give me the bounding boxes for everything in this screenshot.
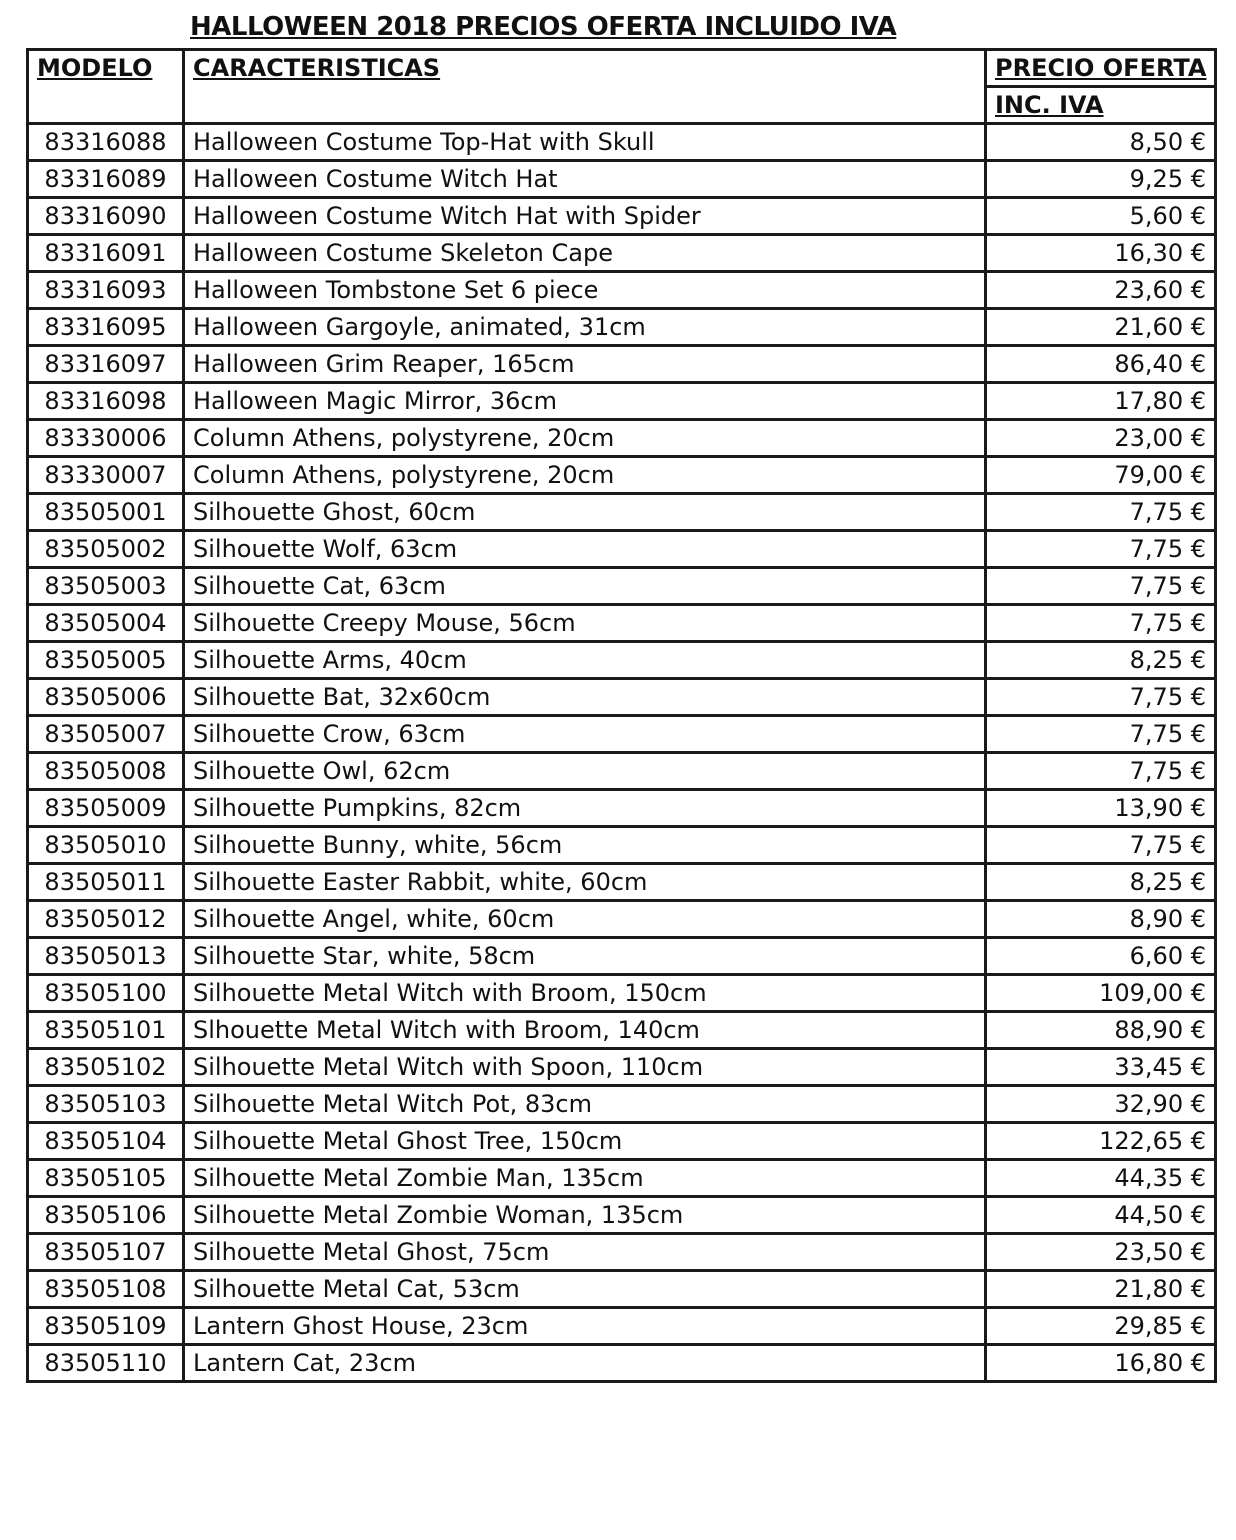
price-cell: 6,60 € bbox=[986, 938, 1216, 975]
table-row bbox=[28, 1308, 1216, 1345]
model-cell: 83316093 bbox=[28, 272, 184, 309]
price-cell: 9,25 € bbox=[986, 161, 1216, 198]
model-cell: 83505004 bbox=[28, 605, 184, 642]
model-cell: 83505107 bbox=[28, 1234, 184, 1271]
price-cell: 29,85 € bbox=[986, 1308, 1216, 1345]
model-cell: 83505012 bbox=[28, 901, 184, 938]
description-cell: Silhouette Easter Rabbit, white, 60cm bbox=[184, 864, 986, 901]
description-cell: Silhouette Wolf, 63cm bbox=[184, 531, 986, 568]
description-cell: Silhouette Metal Witch with Broom, 150cm bbox=[184, 975, 986, 1012]
price-cell: 8,50 € bbox=[986, 124, 1216, 161]
description-cell: Silhouette Crow, 63cm bbox=[184, 716, 986, 753]
price-cell: 8,25 € bbox=[986, 642, 1216, 679]
model-cell: 83505100 bbox=[28, 975, 184, 1012]
price-cell: 88,90 € bbox=[986, 1012, 1216, 1049]
model-cell: 83330006 bbox=[28, 420, 184, 457]
price-cell: 44,50 € bbox=[986, 1197, 1216, 1234]
price-cell: 122,65 € bbox=[986, 1123, 1216, 1160]
description-cell: Silhouette Metal Ghost Tree, 150cm bbox=[184, 1123, 986, 1160]
table-row bbox=[28, 1123, 1216, 1160]
price-cell: 7,75 € bbox=[986, 605, 1216, 642]
description-cell: Silhouette Metal Zombie Man, 135cm bbox=[184, 1160, 986, 1197]
table-row bbox=[28, 790, 1216, 827]
description-cell: Silhouette Bunny, white, 56cm bbox=[184, 827, 986, 864]
table-row bbox=[28, 161, 1216, 198]
table-row bbox=[28, 1271, 1216, 1308]
price-cell: 7,75 € bbox=[986, 827, 1216, 864]
description-cell: Column Athens, polystyrene, 20cm bbox=[184, 420, 986, 457]
description-cell: Silhouette Bat, 32x60cm bbox=[184, 679, 986, 716]
price-cell: 7,75 € bbox=[986, 494, 1216, 531]
price-cell: 8,90 € bbox=[986, 901, 1216, 938]
price-cell: 44,35 € bbox=[986, 1160, 1216, 1197]
header-characteristics: CARACTERISTICAS bbox=[184, 50, 986, 124]
table-row bbox=[28, 531, 1216, 568]
price-cell: 17,80 € bbox=[986, 383, 1216, 420]
price-cell: 33,45 € bbox=[986, 1049, 1216, 1086]
description-cell: Silhouette Ghost, 60cm bbox=[184, 494, 986, 531]
model-cell: 83316090 bbox=[28, 198, 184, 235]
model-cell: 83505002 bbox=[28, 531, 184, 568]
table-row bbox=[28, 1345, 1216, 1382]
price-cell: 79,00 € bbox=[986, 457, 1216, 494]
table-row bbox=[28, 346, 1216, 383]
table-row bbox=[28, 975, 1216, 1012]
price-cell: 7,75 € bbox=[986, 716, 1216, 753]
description-cell: Lantern Cat, 23cm bbox=[184, 1345, 986, 1382]
description-cell: Halloween Gargoyle, animated, 31cm bbox=[184, 309, 986, 346]
price-cell: 23,00 € bbox=[986, 420, 1216, 457]
price-cell: 86,40 € bbox=[986, 346, 1216, 383]
price-cell: 7,75 € bbox=[986, 531, 1216, 568]
model-cell: 83505108 bbox=[28, 1271, 184, 1308]
model-cell: 83505005 bbox=[28, 642, 184, 679]
description-cell: Silhouette Metal Witch with Spoon, 110cm bbox=[184, 1049, 986, 1086]
model-cell: 83505009 bbox=[28, 790, 184, 827]
table-row bbox=[28, 383, 1216, 420]
description-cell: Halloween Costume Skeleton Cape bbox=[184, 235, 986, 272]
price-cell: 21,80 € bbox=[986, 1271, 1216, 1308]
model-cell: 83316089 bbox=[28, 161, 184, 198]
model-cell: 83505103 bbox=[28, 1086, 184, 1123]
description-cell: Silhouette Owl, 62cm bbox=[184, 753, 986, 790]
description-cell: Silhouette Arms, 40cm bbox=[184, 642, 986, 679]
table-row bbox=[28, 457, 1216, 494]
price-cell: 16,80 € bbox=[986, 1345, 1216, 1382]
description-cell: Silhouette Star, white, 58cm bbox=[184, 938, 986, 975]
table-row bbox=[28, 938, 1216, 975]
model-cell: 83505001 bbox=[28, 494, 184, 531]
model-cell: 83505006 bbox=[28, 679, 184, 716]
table-row bbox=[28, 235, 1216, 272]
description-cell: Halloween Grim Reaper, 165cm bbox=[184, 346, 986, 383]
table-row bbox=[28, 642, 1216, 679]
table-body bbox=[28, 124, 1216, 1382]
table-row bbox=[28, 1234, 1216, 1271]
price-cell: 8,25 € bbox=[986, 864, 1216, 901]
header-model: MODELO bbox=[28, 50, 184, 124]
description-cell: Halloween Costume Witch Hat bbox=[184, 161, 986, 198]
document-title: HALLOWEEN 2018 PRECIOS OFERTA INCLUIDO IVA bbox=[190, 12, 897, 42]
table-row bbox=[28, 901, 1216, 938]
price-cell: 21,60 € bbox=[986, 309, 1216, 346]
model-cell: 83505109 bbox=[28, 1308, 184, 1345]
description-cell: Halloween Tombstone Set 6 piece bbox=[184, 272, 986, 309]
description-cell: Halloween Costume Top-Hat with Skull bbox=[184, 124, 986, 161]
header-price-line1: PRECIO OFERTA bbox=[986, 50, 1216, 87]
model-cell: 83505104 bbox=[28, 1123, 184, 1160]
table-row bbox=[28, 753, 1216, 790]
price-cell: 7,75 € bbox=[986, 679, 1216, 716]
description-cell: Silhouette Metal Witch Pot, 83cm bbox=[184, 1086, 986, 1123]
description-cell: Column Athens, polystyrene, 20cm bbox=[184, 457, 986, 494]
table-row bbox=[28, 124, 1216, 161]
table-row bbox=[28, 605, 1216, 642]
model-cell: 83505008 bbox=[28, 753, 184, 790]
table-row bbox=[28, 420, 1216, 457]
model-cell: 83505101 bbox=[28, 1012, 184, 1049]
description-cell: Halloween Costume Witch Hat with Spider bbox=[184, 198, 986, 235]
model-cell: 83505007 bbox=[28, 716, 184, 753]
header-price-line2: INC. IVA bbox=[986, 87, 1216, 124]
model-cell: 83316091 bbox=[28, 235, 184, 272]
description-cell: Silhouette Metal Ghost, 75cm bbox=[184, 1234, 986, 1271]
price-cell: 23,50 € bbox=[986, 1234, 1216, 1271]
price-cell: 7,75 € bbox=[986, 753, 1216, 790]
model-cell: 83505010 bbox=[28, 827, 184, 864]
description-cell: Silhouette Creepy Mouse, 56cm bbox=[184, 605, 986, 642]
model-cell: 83316095 bbox=[28, 309, 184, 346]
price-cell: 109,00 € bbox=[986, 975, 1216, 1012]
model-cell: 83505106 bbox=[28, 1197, 184, 1234]
description-cell: Silhouette Metal Cat, 53cm bbox=[184, 1271, 986, 1308]
table-row bbox=[28, 309, 1216, 346]
table-row bbox=[28, 1012, 1216, 1049]
model-cell: 83316088 bbox=[28, 124, 184, 161]
table-row bbox=[28, 679, 1216, 716]
table-row bbox=[28, 494, 1216, 531]
description-cell: Silhouette Angel, white, 60cm bbox=[184, 901, 986, 938]
table-row bbox=[28, 827, 1216, 864]
price-cell: 7,75 € bbox=[986, 568, 1216, 605]
price-cell: 32,90 € bbox=[986, 1086, 1216, 1123]
price-cell: 23,60 € bbox=[986, 272, 1216, 309]
table-row bbox=[28, 568, 1216, 605]
model-cell: 83316098 bbox=[28, 383, 184, 420]
description-cell: Halloween Magic Mirror, 36cm bbox=[184, 383, 986, 420]
description-cell: Lantern Ghost House, 23cm bbox=[184, 1308, 986, 1345]
price-cell: 13,90 € bbox=[986, 790, 1216, 827]
table-row bbox=[28, 272, 1216, 309]
table-row bbox=[28, 1049, 1216, 1086]
table-row bbox=[28, 198, 1216, 235]
price-table bbox=[26, 48, 1217, 1383]
price-cell: 5,60 € bbox=[986, 198, 1216, 235]
price-cell: 16,30 € bbox=[986, 235, 1216, 272]
model-cell: 83505003 bbox=[28, 568, 184, 605]
description-cell: Silhouette Cat, 63cm bbox=[184, 568, 986, 605]
table-row bbox=[28, 1197, 1216, 1234]
table-row bbox=[28, 1160, 1216, 1197]
model-cell: 83505102 bbox=[28, 1049, 184, 1086]
header-row bbox=[28, 50, 1216, 87]
description-cell: Slhouette Metal Witch with Broom, 140cm bbox=[184, 1012, 986, 1049]
model-cell: 83330007 bbox=[28, 457, 184, 494]
model-cell: 83505011 bbox=[28, 864, 184, 901]
table-row bbox=[28, 716, 1216, 753]
description-cell: Silhouette Metal Zombie Woman, 135cm bbox=[184, 1197, 986, 1234]
table-row bbox=[28, 864, 1216, 901]
model-cell: 83505013 bbox=[28, 938, 184, 975]
model-cell: 83505105 bbox=[28, 1160, 184, 1197]
description-cell: Silhouette Pumpkins, 82cm bbox=[184, 790, 986, 827]
model-cell: 83505110 bbox=[28, 1345, 184, 1382]
table-row bbox=[28, 1086, 1216, 1123]
model-cell: 83316097 bbox=[28, 346, 184, 383]
